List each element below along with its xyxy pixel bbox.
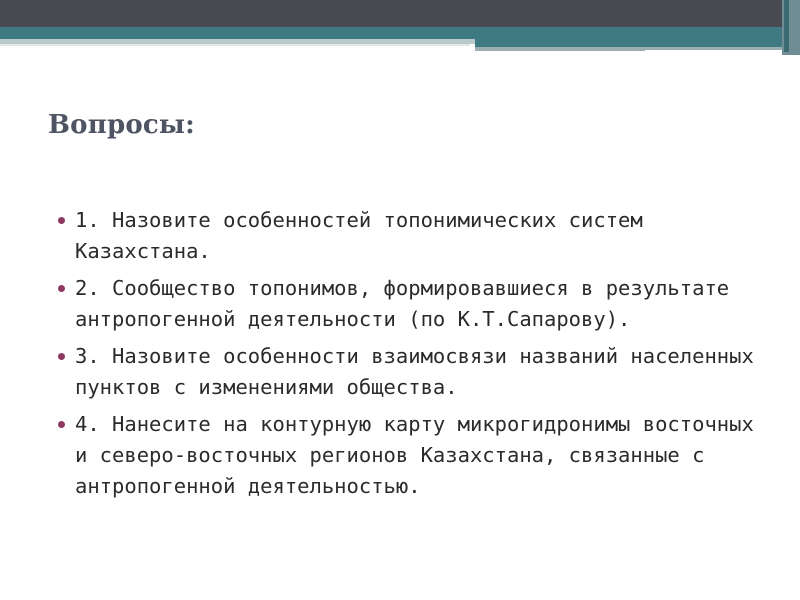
question-item (58, 341, 768, 403)
header-band-teal-right (475, 39, 782, 47)
question-item (58, 205, 768, 267)
header-white-line (645, 50, 785, 53)
bullet-dot-icon (58, 353, 65, 360)
bullet-dot-icon (58, 421, 65, 428)
bullet-dot-icon (58, 217, 65, 224)
question-item (58, 273, 768, 335)
header-shadow-line (0, 44, 470, 46)
question-text: 1. Назовите особенностей топонимических систем Казахстана. (75, 208, 643, 263)
question-text: 2. Сообщество топонимов, формировавшиеся в результате антропогенной деятельности (по К.Т.Сапарову). (75, 276, 730, 331)
slide-title: Вопросы: (48, 110, 195, 140)
question-text: 4. Нанесите на контурную карту микрогидронимы восточных и северо-восточных регионов Казахстана, связанные с антропогенной деятельностью. (75, 412, 754, 498)
bullet-dot-icon (58, 285, 65, 292)
header-band-teal (0, 27, 782, 39)
header-side-bar-inner (784, 0, 789, 52)
question-item (58, 409, 768, 502)
question-text: 3. Назовите особенности взаимосвязи названий населенных пунктов с изменениями общества. (75, 344, 754, 399)
header-band-dark (0, 0, 782, 27)
questions-list (58, 205, 768, 508)
